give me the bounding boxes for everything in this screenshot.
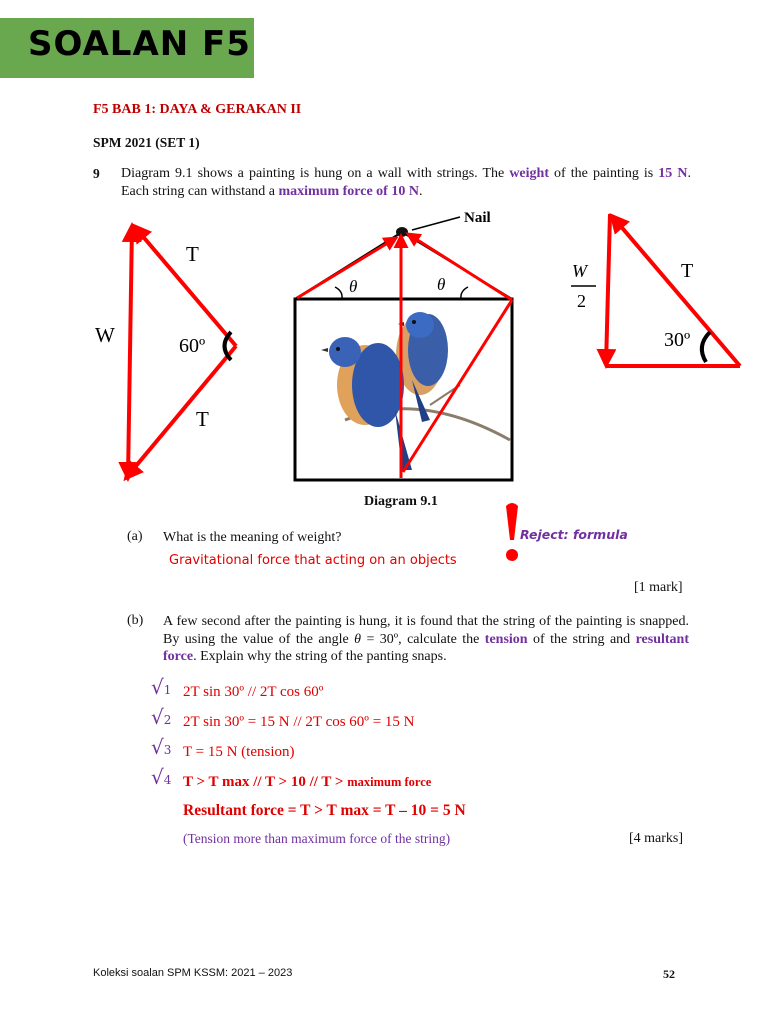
answer-explanation: (Tension more than maximum force of the string) — [183, 831, 451, 846]
nail-pointer — [412, 217, 460, 230]
angle-arc-30 — [702, 332, 710, 362]
keyword-resultant-force: resultant force — [163, 631, 690, 664]
keyword-max-force: maximum force of 10 N — [278, 184, 419, 199]
answer-step-1: 2T sin 30º // 2T cos 60º — [183, 684, 324, 700]
label-w-numerator: W — [572, 261, 587, 281]
part-b-question: A few second after the painting is hung, it is found that the string of the painting is snapped. By using the value of the angle θ = 30º, calculate the tension of the string and resultant force. Explain why the string of the panting snaps. — [163, 614, 690, 664]
keyword-tension: tension — [484, 631, 528, 647]
part-b-marks: [4 marks] — [629, 831, 684, 846]
force-diagram — [0, 200, 768, 500]
tick-mark-1: √1 — [151, 675, 172, 699]
question-stem: Diagram 9.1 shows a painting is hung on a wall with strings. The weight of the painting is 15 N. Each string can withstand a maximum force of 10 N. — [121, 166, 691, 199]
part-a-answer: Gravitational force that acting on an objects — [169, 553, 457, 568]
part-a-marks: [1 mark] — [634, 580, 683, 595]
tension-arrow-top — [134, 226, 236, 346]
label-angle-30: 30º — [664, 329, 691, 351]
tension-vector-left — [297, 238, 396, 298]
tension-vector-right — [408, 234, 512, 300]
label-t-bottom: T — [196, 407, 209, 431]
weight-arrow — [128, 226, 132, 478]
answer-step-4: T > T max // T > 10 // T > maximum force — [183, 774, 432, 790]
banner-title: SOALAN F5 — [28, 24, 251, 64]
part-a-question: What is the meaning of weight? — [163, 530, 342, 545]
label-t-right: T — [681, 260, 694, 282]
question-number: 9 — [93, 166, 100, 181]
birds-illustration — [321, 312, 510, 470]
chapter-heading: F5 BAB 1: DAYA & GERAKAN II — [93, 102, 302, 117]
label-angle-60: 60º — [179, 335, 206, 357]
right-force-triangle — [571, 214, 740, 366]
nail — [396, 227, 408, 237]
label-w: W — [95, 323, 115, 347]
nail-label: Nail — [464, 210, 491, 226]
keyword-weight: weight — [509, 166, 549, 181]
theta-arc-left — [335, 287, 342, 299]
reject-note: Reject: formula — [520, 527, 628, 542]
theta-right: θ — [437, 275, 446, 294]
keyword-weight-value: 15 N — [658, 166, 688, 181]
half-weight-arrow — [606, 214, 610, 365]
tick-mark-3: √3 — [151, 735, 172, 759]
painting-diagram — [295, 210, 512, 480]
label-t-top: T — [186, 242, 199, 266]
answer-resultant-force: Resultant force = T > T max = T – 10 = 5 N — [183, 802, 466, 819]
answer-step-3: T = 15 N (tension) — [183, 744, 295, 760]
angle-arc-60 — [225, 332, 232, 360]
page-number: 52 — [663, 967, 675, 981]
left-force-triangle — [95, 226, 236, 478]
answer-step-2: 2T sin 30º = 15 N // 2T cos 60º = 15 N — [183, 714, 415, 730]
exam-set-heading: SPM 2021 (SET 1) — [93, 135, 200, 150]
part-b-label: (b) — [127, 613, 144, 628]
theta-arc-right — [461, 287, 468, 299]
tick-mark-4: √4 — [151, 765, 172, 789]
footer-text: Koleksi soalan SPM KSSM: 2021 – 2023 — [93, 967, 293, 979]
tension-arrow-bottom — [126, 346, 236, 478]
theta-left: θ — [349, 277, 358, 296]
tick-mark-2: √2 — [151, 705, 172, 729]
part-a-label: (a) — [127, 529, 143, 544]
diagram-caption: Diagram 9.1 — [364, 494, 438, 509]
label-w-denominator: 2 — [577, 291, 586, 311]
